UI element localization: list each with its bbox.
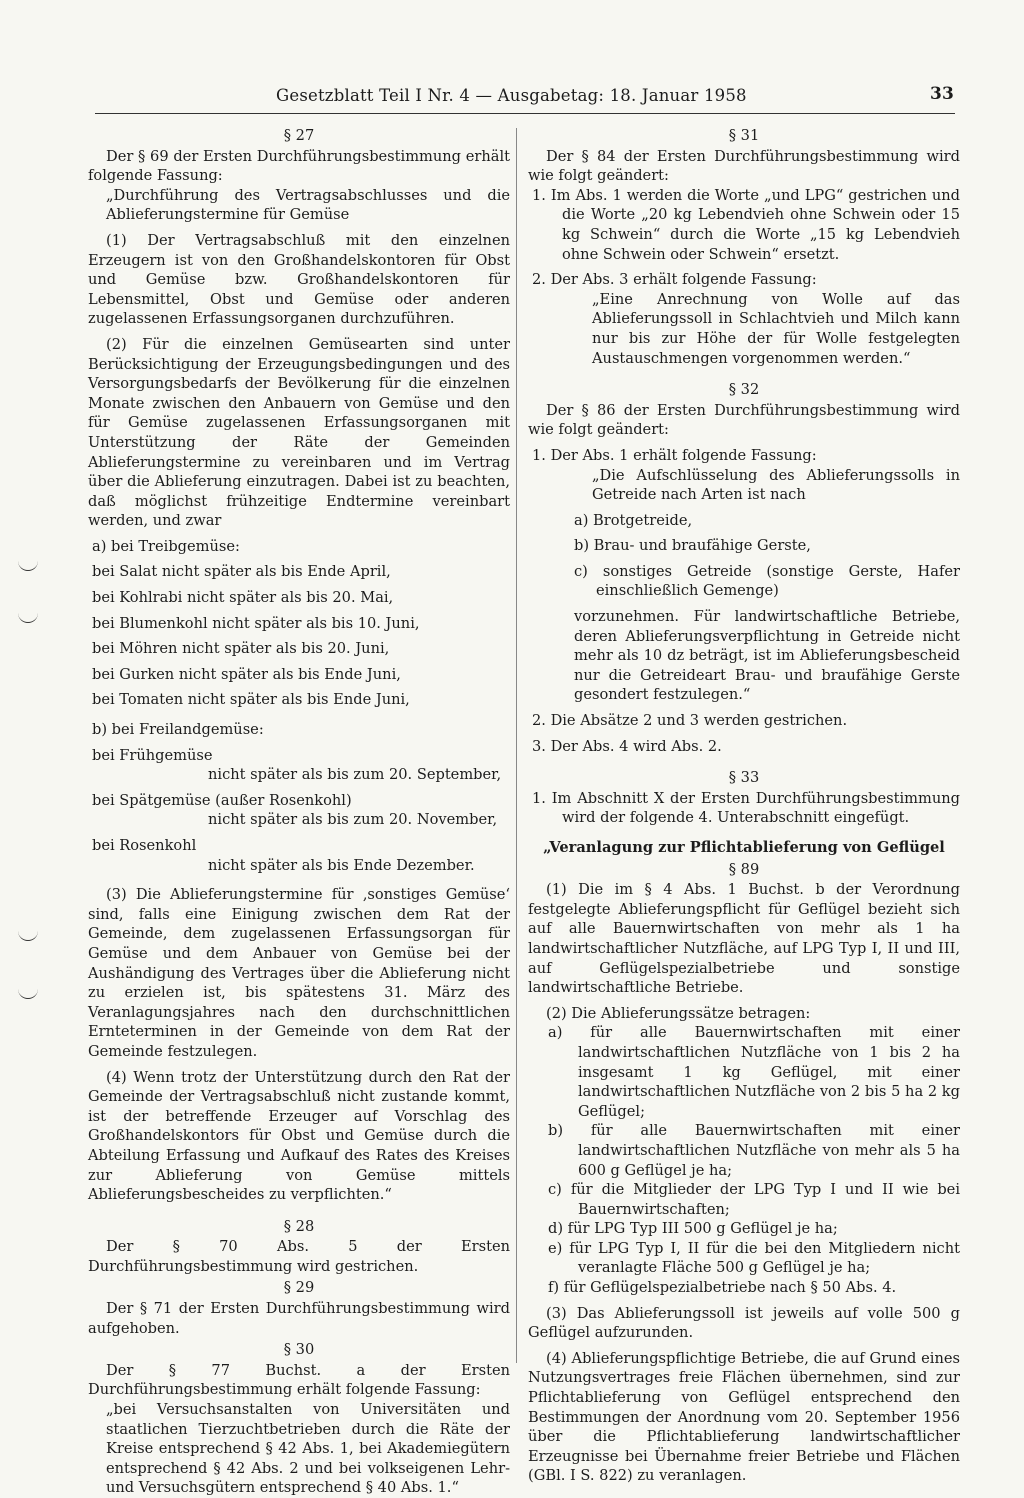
list-item: bei Rosenkohl [92,837,197,854]
section-27-number: § 27 [283,127,315,144]
section-27-intro: Der § 69 der Ersten Durchführungsbestimmung erhält folgende Fassung: [88,147,510,185]
margin-mark [18,988,38,999]
section-27-paragraph-2: (2) Für die einzelnen Gemüsearten sind unter Berücksichtigung der Erzeugungsbedingungen und des Versorgungsbedarfs der Bevölkerung für die einzelnen Monate zwischen den Anbauern von Gemüse und den für Gemüse zugelassenen Erfassungsorganen mit Unterstützung der Räte der Gemeinden Ablieferungstermine zu vereinbaren und im Vertrag über die Ablieferung einzutragen. Dabei ist zu beachten, daß möglichst frühzeitige Endtermine vereinbart werden, und zwar [88,335,510,530]
freilandgemuese-heading: b) bei Freilandgemüse: [92,721,264,739]
header-title: Gesetzblatt Teil I Nr. 4 — Ausgabetag: 18. Januar 1958 [276,86,747,105]
list-item: d) für LPG Typ III 500 g Geflügel je ha; [548,1220,838,1238]
section-32-item-1: 1. Der Abs. 1 erhält folgende Fassung: [532,446,817,464]
section-33-heading: „Veranlagung zur Pflichtablieferung von Geflügel [543,839,945,856]
section-27-paragraph-4: (4) Wenn trotz der Unterstützung durch den Rat der Gemeinde der Vertragsabschluß nicht zustande kommt, ist der betreffende Erzeuger auf Vorschlag des Großhandelskontors für Obst und Gemüse durch die Abteilung Erfassung und Aufkauf des Rates des Kreises zur Ablieferung von Gemüse mittels Ablieferungsbescheides zu verpflichten.“ [88,1068,510,1204]
list-item: bei Kohlrabi nicht später als bis 20. Mai, [92,589,394,607]
margin-mark [18,560,38,571]
section-31-quote: „Eine Anrechnung von Wolle auf das Ablieferungssoll in Schlachtvieh und Milch kann nur bis zur Höhe der für Wolle festgelegten Austauschmengen vorgenommen werden.“ [592,290,960,367]
list-item: nicht später als bis zum 20. November, [208,811,498,829]
section-33-item-1: 1. Im Abschnitt X der Ersten Durchführungsbestimmung wird der folgende 4. Unterabschnitt eingefügt. [532,789,960,827]
section-27-heading: „Durchführung des Vertragsabschlusses und die Ablieferungstermine für Gemüse [106,186,510,224]
list-item: a) für alle Bauernwirtschaften mit einer landwirtschaftlichen Nutzfläche von 1 bis 2 ha insgesamt 1 kg Geflügel, mit einer landwirtschaftlichen Nutzfläche von 2 bis 5 ha 2 kg Geflügel; [548,1024,960,1120]
section-31-number: § 31 [728,127,760,144]
margin-mark [18,930,38,941]
section-32-quote: „Die Aufschlüsselung des Ablieferungssolls in Getreide nach Arten ist nach [592,466,960,504]
list-item: bei Möhren nicht später als bis 20. Juni, [92,640,390,658]
list-item: b) für alle Bauernwirtschaften mit einer landwirtschaftlichen Nutzfläche von mehr als 5 ha 600 g Geflügel je ha; [548,1122,960,1179]
list-item: nicht später als bis Ende Dezember. [208,856,475,874]
section-28-number: § 28 [283,1217,315,1235]
section-32-rest: vorzunehmen. Für landwirtschaftliche Betriebe, deren Ablieferungsverpflichtung in Getreide nicht mehr als 10 dz beträgt, ist im Ablieferungsbescheid nur die Getreideart Brau- und braufähige Gerste gesondert festzulegen.“ [574,608,960,704]
section-30-text: Der § 77 Buchst. a der Ersten Durchführungsbestimmung erhält folgende Fassung: [88,1361,510,1399]
section-89-number: § 89 [728,860,760,878]
right-column [528,124,960,1486]
list-item: a) Brotgetreide, [574,511,693,529]
section-32-item-2: 2. Die Absätze 2 und 3 werden gestrichen. [532,712,848,730]
section-31-item-2: 2. Der Abs. 3 erhält folgende Fassung: [532,271,817,289]
section-28-text: Der § 70 Abs. 5 der Ersten Durchführungsbestimmung wird gestrichen. [88,1238,510,1275]
list-item: nicht später als bis zum 20. September, [208,766,502,784]
column-divider [516,128,517,1363]
section-31-intro: Der § 84 der Ersten Durchführungsbestimmung wird wie folgt geändert: [528,147,960,185]
section-31-item-1: 1. Im Abs. 1 werden die Worte „und LPG“ gestrichen und die Worte „20 kg Lebendvieh ohne Schwein oder 15 kg Schwein“ durch die Worte „15 kg Lebendvieh ohne Schwein oder Schwein“ ersetzt. [532,186,960,263]
section-32-number: § 32 [728,381,760,399]
list-item: b) Brau- und braufähige Gerste, [574,537,811,555]
margin-mark [18,612,38,623]
section-32-intro: Der § 86 der Ersten Durchführungsbestimmung wird wie folgt geändert: [528,401,960,439]
list-item: bei Blumenkohl nicht später als bis 10. Juni, [92,614,420,632]
section-29-text: Der § 71 der Ersten Durchführungsbestimmung wird aufgehoben. [88,1300,510,1337]
list-item: bei Spätgemüse (außer Rosenkohl) [92,791,352,809]
header-rule [95,113,955,114]
section-30-number: § 30 [283,1341,315,1359]
list-item: bei Salat nicht später als bis Ende April, [92,563,391,581]
list-item: bei Gurken nicht später als bis Ende Juni, [92,665,401,683]
page-number: 33 [929,84,954,104]
section-89-paragraph-1: (1) Die im § 4 Abs. 1 Buchst. b der Verordnung festgelegte Ablieferungspflicht für Geflügel bezieht sich auf alle Bauernwirtschaften von mehr als 1 ha landwirtschaftlicher Nutzfläche, auf LPG Typ I, II und III, auf Geflügelspezialbetriebe und sonstige landwirtschaftliche Betriebe. [528,881,960,997]
section-29-number: § 29 [283,1279,315,1297]
list-item: e) für LPG Typ I, II für die bei den Mitgliedern nicht veranlagte Fläche 500 g Geflügel je ha; [548,1239,960,1277]
treibgemuese-heading: a) bei Treibgemüse: [92,537,240,555]
section-33-number: § 33 [728,769,760,787]
list-item: c) sonstiges Getreide (sonstige Gerste, Hafer einschließlich Gemenge) [574,562,960,600]
section-89-paragraph-3: (3) Das Ablieferungssoll ist jeweils auf volle 500 g Geflügel aufzurunden. [528,1304,960,1342]
section-27-paragraph-1: (1) Der Vertragsabschluß mit den einzelnen Erzeugern ist von den Großhandelskontoren für Obst und Gemüse bzw. Großhandelskontoren für Lebensmittel, Obst und Gemüse oder anderen zugelassenen Erfassungsorganen durchzuführen. [88,231,510,328]
section-32-item-3: 3. Der Abs. 4 wird Abs. 2. [532,737,722,755]
page-header [270,84,960,110]
left-column [88,124,510,1498]
section-89-paragraph-4: (4) Ablieferungspflichtige Betriebe, die auf Grund eines Nutzungsvertrages freie Flächen übernehmen, sind zur Pflichtablieferung von Geflügel entsprechend den Bestimmungen der Anordnung vom 20. September 1956 über die Pflichtablieferung landwirtschaftlicher Erzeugnisse bei Übernahme freier Betriebe und Flächen (GBl. I S. 822) zu veranlagen. [528,1349,960,1485]
list-item: bei Tomaten nicht später als bis Ende Juni, [92,691,410,709]
section-30-quote: „bei Versuchsanstalten von Universitäten und staatlichen Tierzuchtbetrieben durch die Räte der Kreise entsprechend § 42 Abs. 1, bei Akademiegütern entsprechend § 42 Abs. 2 und bei volkseigenen Lehr- und Versuchsgütern entsprechend § 40 Abs. 1.“ [106,1401,510,1497]
list-item: f) für Geflügelspezialbetriebe nach § 50 Abs. 4. [548,1279,897,1297]
list-item: bei Frühgemüse [92,746,213,764]
section-27-paragraph-3: (3) Die Ablieferungstermine für ‚sonstiges Gemüse‘ sind, falls eine Einigung zwischen dem Rat der Gemeinde, dem zugelassenen Erfassungsorgan für Gemüse und dem Anbauer von Gemüse bei der Aushändigung des Vertrages über die Ablieferung nicht zu erzielen ist, bis spätestens 31. März des Veranlagungsjahres nach den durchschnittlichen Ernteterminen in der Gemeinde von dem Rat der Gemeinde festzulegen. [88,886,510,1060]
section-89-paragraph-2: (2) Die Ablieferungssätze betragen: [546,1004,811,1022]
list-item: c) für die Mitglieder der LPG Typ I und II wie bei Bauernwirtschaften; [548,1181,960,1218]
